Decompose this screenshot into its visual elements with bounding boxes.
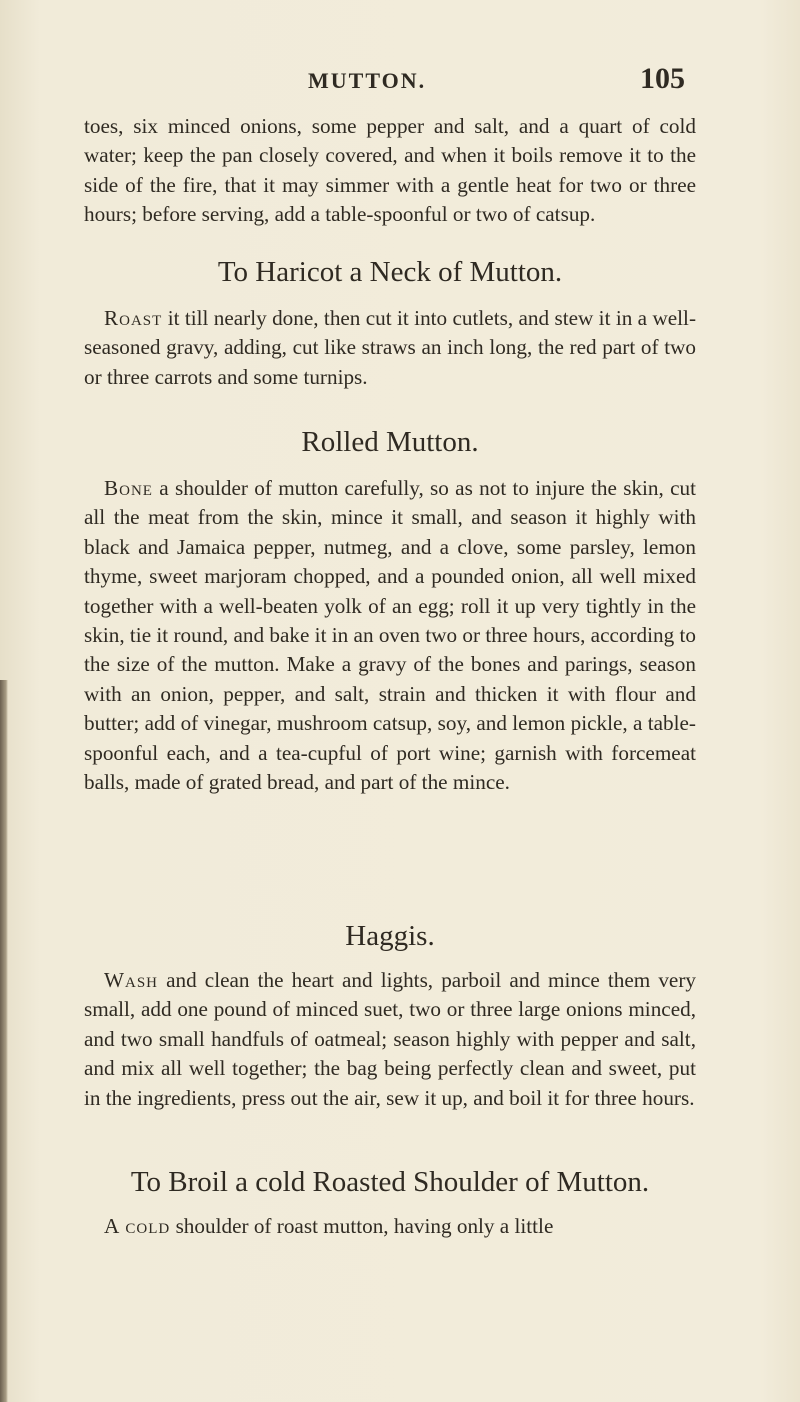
rolled-lead-word: Bone: [104, 476, 153, 500]
haricot-paragraph: [84, 304, 696, 392]
broil-body: shoulder of roast mutton, having only a little: [170, 1214, 554, 1238]
broil-paragraph: [84, 1212, 696, 1241]
page-header: [0, 58, 800, 104]
continued-paragraph: toes, six minced onions, some pepper and salt, and a quart of cold water; keep the pan closely covered, and when it boils remove it to the side of the fire, that it may simmer with a gentle heat for two or three hours; before serving, add a table-spoonful or two of catsup.: [84, 114, 696, 227]
rolled-body: a shoulder of mutton carefully, so as not to injure the skin, cut all the meat from the skin, mince it small, and season it highly with black and Jamaica pepper, nutmeg, and a clove, some parsley, lemon thyme, sweet marjoram chopped, and a pounded onion, all well mixed together with a well-beaten yolk of an egg; roll it up very tightly in the skin, tie it round, and bake it in an oven two or three hours, according to the size of the mutton. Make a gravy of the bones and parings, season with an onion, pepper, and salt, strain and thicken it with flour and butter; add of vinegar, mushroom catsup, soy, and lemon pickle, a table-spoonful each, and a tea-cupful of port wine; garnish with forcemeat balls, made of grated bread, and part of the mince.: [84, 476, 696, 795]
rolled-heading: Rolled Mutton.: [301, 426, 479, 458]
haggis-lead-word: Wash: [104, 968, 159, 992]
page-gutter-shadow: [0, 680, 8, 1402]
haricot-body: it till nearly done, then cut it into cutlets, and stew it in a well-seasoned gravy, adding, cut like straws an inch long, the red part of two or three carrots and some turnips.: [84, 306, 696, 389]
running-head: MUTTON.: [308, 68, 427, 93]
broil-lead-word: A cold: [104, 1214, 171, 1238]
haggis-heading: Haggis.: [345, 920, 435, 952]
haggis-body: and clean the heart and lights, parboil and mince them very small, add one pound of minced suet, two or three large onions minced, and two small handfuls of oatmeal; season highly with pepper and salt, and mix all well together; the bag being perfectly clean and sweet, put in the ingredients, press out the air, sew it up, and boil it for three hours.: [84, 968, 696, 1110]
haggis-paragraph: [84, 966, 696, 1113]
page-number: 105: [640, 62, 685, 95]
haricot-heading: To Haricot a Neck of Mutton.: [217, 256, 563, 288]
broil-heading: To Broil a cold Roasted Shoulder of Mutton.: [130, 1166, 650, 1198]
rolled-paragraph: [84, 474, 696, 797]
haricot-lead-word: Roast: [104, 306, 163, 330]
